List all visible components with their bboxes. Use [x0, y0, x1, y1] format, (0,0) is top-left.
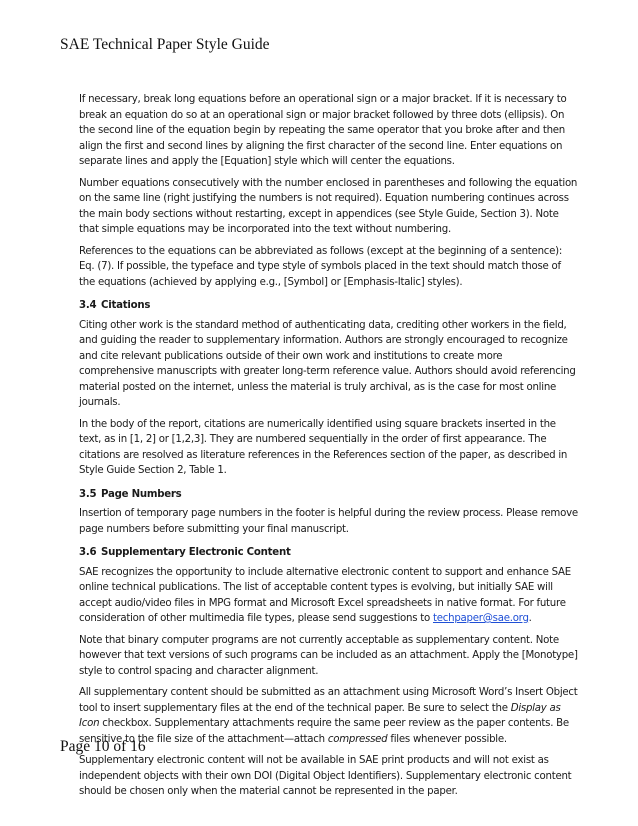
paragraph-attachment-instructions: [79, 685, 579, 747]
email-link[interactable]: techpaper@sae.org: [433, 613, 529, 624]
section-heading-citations: [79, 298, 579, 314]
paragraph-supplementary-availability: Supplementary electronic content will not be available in SAE print products and will not exist as independent objects with their own DOI (Digital Object Identifiers). Supplementary electronic content should be chosen only when the material cannot be represented in the paper.: [79, 755, 572, 797]
section-title: Citations: [101, 300, 151, 311]
section-heading-supplementary-content: [79, 545, 579, 561]
page-header-title: SAE Technical Paper Style Guide: [60, 36, 270, 53]
paragraph-binary-programs: Note that binary computer programs are not currently acceptable as supplementary content. Note however that text versions of such programs can be included as an attachment. Apply the [Monotype] style to control spacing and character alignment.: [79, 634, 578, 677]
text-run: All supplementary content should be submitted as an attachment using Microsoft Word’s Insert Object tool to insert supplementary files at the end of the technical paper. Be sure to select the: [79, 687, 578, 714]
paragraph-equation-numbering: Number equations consecutively with the number enclosed in parentheses and following the equation on the same line (right justifying the numbers is not required). Equation numbering continues across the main body sections without restarting, except in appendices (see Style Guide, Section 3). Note that simple equations may be incorporated into the text without numbering.: [79, 177, 578, 235]
text-run: .: [528, 613, 532, 624]
paragraph-page-numbers: Insertion of temporary page numbers in the footer is helpful during the review process. Please remove page numbers before submitting your final manuscript.: [79, 508, 578, 535]
paragraph-citation-format: In the body of the report, citations are numerically identified using square brackets inserted in the text, as in [1, 2] or [1,2,3]. They are numbered sequentially in the order of first appearance. The citations are resolved as literature references in the References section of the paper, as described in Style Guide Section 2, Table 1.: [79, 418, 568, 476]
text-run: checkbox. Supplementary attachments require the same peer review as the paper contents. Be sensitive to the file size of the attachment—attach: [79, 718, 569, 745]
paragraph-citing-work: Citing other work is the standard method of authenticating data, crediting other workers in the field, and guiding the reader to supplementary information. Authors are strongly encouraged to recognize and cite relevant publications outside of their own work and institutions to create more comprehensive manuscripts with greater long-term reference value. Authors should avoid referencing material posted on the internet, unless the material is truly archival, as is the case for most online journals.: [79, 319, 576, 408]
section-number: 3.4: [79, 300, 97, 311]
paragraph-equation-references: References to the equations can be abbreviated as follows (except at the beginning of a sentence): Eq. (7). If possible, the typeface and type style of symbols placed in the text should match those of the equations (achieved by applying e.g., [Symbol] or [Emphasis-Italic] styles).: [79, 245, 563, 288]
emphasis-display-as-icon: Display as Icon: [79, 702, 561, 729]
section-number: 3.6: [79, 547, 97, 558]
section-number: 3.5: [79, 488, 97, 500]
section-title: Page Numbers: [101, 488, 182, 500]
text-run: SAE recognizes the opportunity to include alternative electronic content to support and enhance SAE online technical publications. The list of acceptable content types is evolving, but initially SAE will accept audio/video files in MPG format and Microsoft Excel spreadsheets in native format. For future consideration of other multimedia file types, please send suggestions to: [79, 566, 571, 624]
section-heading-page-numbers: [79, 487, 579, 503]
section-title: Supplementary Electronic Content: [101, 547, 291, 558]
text-run: files whenever possible.: [387, 733, 507, 745]
paragraph-supplementary-intro: [79, 565, 579, 627]
page-number-footer: Page 10 of 16: [60, 738, 146, 755]
document-body: [79, 92, 579, 806]
paragraph-equation-breaking: If necessary, break long equations before an operational sign or a major bracket. If it is necessary to break an equation do so at an operational sign or major bracket followed by three dots (ellipsis). On the second line of the equation begin by repeating the same operator that you broke after and then align the first and second lines by aligning the first character of the second line. Enter equations on separate lines and apply the [Equation] style which will center the equations.: [79, 94, 567, 167]
emphasis-compressed: compressed: [327, 733, 388, 745]
